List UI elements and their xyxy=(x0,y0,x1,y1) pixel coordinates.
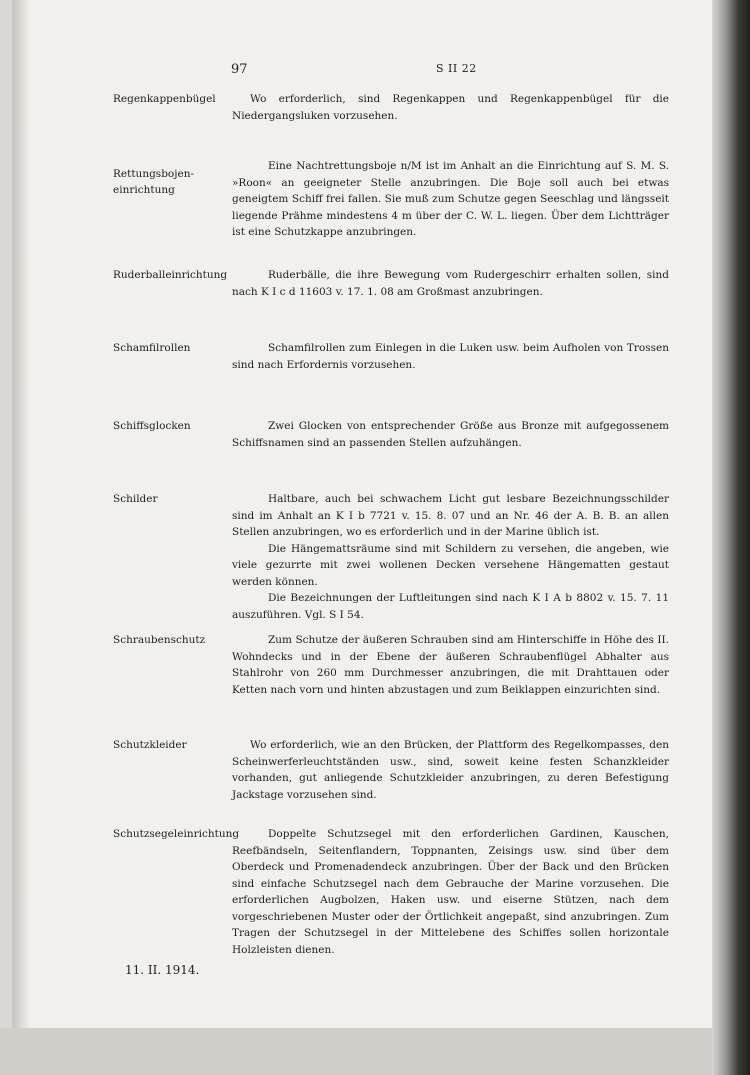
entry-body xyxy=(232,418,669,451)
entry-paragraph: Die Hängemattsräume sind mit Schildern zu versehen, die angeben, wie viele gezurrte mit zwei wollenen Decken versehene Hängematten gestaut werden können. xyxy=(232,542,669,588)
book-spine-shadow xyxy=(712,0,750,1075)
entry-paragraph: Ruderbälle, die ihre Bewegung vom Rudergeschirr erhalten sollen, sind nach K I c d 11603 v. 17. 1. 08 am Großmast anzubringen. xyxy=(232,269,669,298)
entry-paragraph: Die Bezeichnungen der Luftleitungen sind nach K I A b 8802 v. 15. 7. 11 auszuführen. Vgl. S I 54. xyxy=(232,592,669,621)
entry-paragraph: Zum Schutze der äußeren Schrauben sind am Hinterschiffe in Höhe des II. Wohndecks und in der Ebene der äußeren Schraubenflügel Abhalter aus Stahlrohr von 260 mm Durchmesser anzubringen, die mit Drahttauen oder Ketten nach vorn und hinten abzustagen und zum Beiklappen einzurichten sind. xyxy=(232,634,669,696)
page-gutter xyxy=(13,0,29,1028)
entry-body xyxy=(232,158,669,241)
entry-term: Schraubenschutz xyxy=(113,634,206,646)
entry-body xyxy=(232,340,669,373)
entry-body xyxy=(232,267,669,300)
entry-term: Schilder xyxy=(113,493,158,505)
entry-body xyxy=(232,91,669,124)
footer-date: 11. II. 1914. xyxy=(125,963,200,977)
entry-body xyxy=(232,826,669,958)
entry-paragraph: Eine Nachtrettungsboje n/M ist im Anhalt an die Einrichtung auf S. M. S. »Roon« an geeigneter Stelle anzubringen. Die Boje soll auch bei etwas geneigtem Schiff frei fallen. Sie muß zum Schutze gegen Seeschlag und längsseit liegende Prähme mindestens 4 m über der C. W. L. liegen. Über dem Lichtträger ist eine Schutzkappe anzubringen. xyxy=(232,160,669,238)
document-page xyxy=(12,0,713,1028)
entry-paragraph: Schamfilrollen zum Einlegen in die Luken usw. beim Aufholen von Trossen sind nach Erfordernis vorzusehen. xyxy=(232,342,669,371)
entry-body xyxy=(232,737,669,803)
entry-body xyxy=(232,491,669,623)
entry-paragraph: Haltbare, auch bei schwachem Licht gut lesbare Bezeichnungsschilder sind im Anhalt an K I b 7721 v. 15. 8. 07 und an Nr. 46 der A. B. B. an allen Stellen anzubringen, wo es erforderlich und in der Marine üblich ist. xyxy=(232,493,669,538)
entry-term: Schutzkleider xyxy=(113,739,187,751)
scan-bottom-margin xyxy=(0,1028,712,1075)
entry-term: Ruderballeinrichtung xyxy=(113,269,228,281)
sheet-reference: S II 22 xyxy=(436,62,477,75)
entry-paragraph: Wo erforderlich, wie an den Brücken, der Plattform des Regelkompasses, den Scheinwerferleuchtständen usw., sind, soweit keine festen Schanzkleider vorhanden, gut anliegende Schutzkleider anzubringen, zu deren Befestigung Jackstage vorzusehen sind. xyxy=(232,739,669,801)
entry-paragraph: Doppelte Schutzsegel mit den erforderlichen Gardinen, Kauschen, Reefbändseln, Seitenflandern, Toppnanten, Zeisings usw. sind über dem Oberdeck und Promenadendeck anzubringen. Über der Back und den Brücken sind einfache Schutzsegel nach dem Gebrauche der Marine vorzusehen. Die erforderlichen Augbolzen, Haken usw. und eiserne Stützen, nach dem vorgeschriebenen Muster oder der Örtlichkeit angepaßt, sind anzubringen. Zum Tragen der Schutzsegel in der Mittelebene des Schiffes sollen horizontale Holzleisten dienen. xyxy=(232,828,669,956)
entry-term: Rettungsbojen- einrichtung xyxy=(113,168,195,196)
entry-term: Schutzsegeleinrichtung xyxy=(113,828,240,840)
entry-term: Schiffsglocken xyxy=(113,420,191,432)
entry-term: Regenkappenbügel xyxy=(113,93,216,105)
entry-paragraph: Zwei Glocken von entsprechender Größe aus Bronze mit aufgegossenem Schiffsnamen sind an passenden Stellen aufzuhängen. xyxy=(232,420,669,449)
entry-term: Schamfilrollen xyxy=(113,342,191,354)
entry-body xyxy=(232,632,669,698)
page-number: 97 xyxy=(231,62,248,77)
entry-paragraph: Wo erforderlich, sind Regenkappen und Regenkappenbügel für die Niedergangsluken vorzusehen. xyxy=(232,93,669,122)
